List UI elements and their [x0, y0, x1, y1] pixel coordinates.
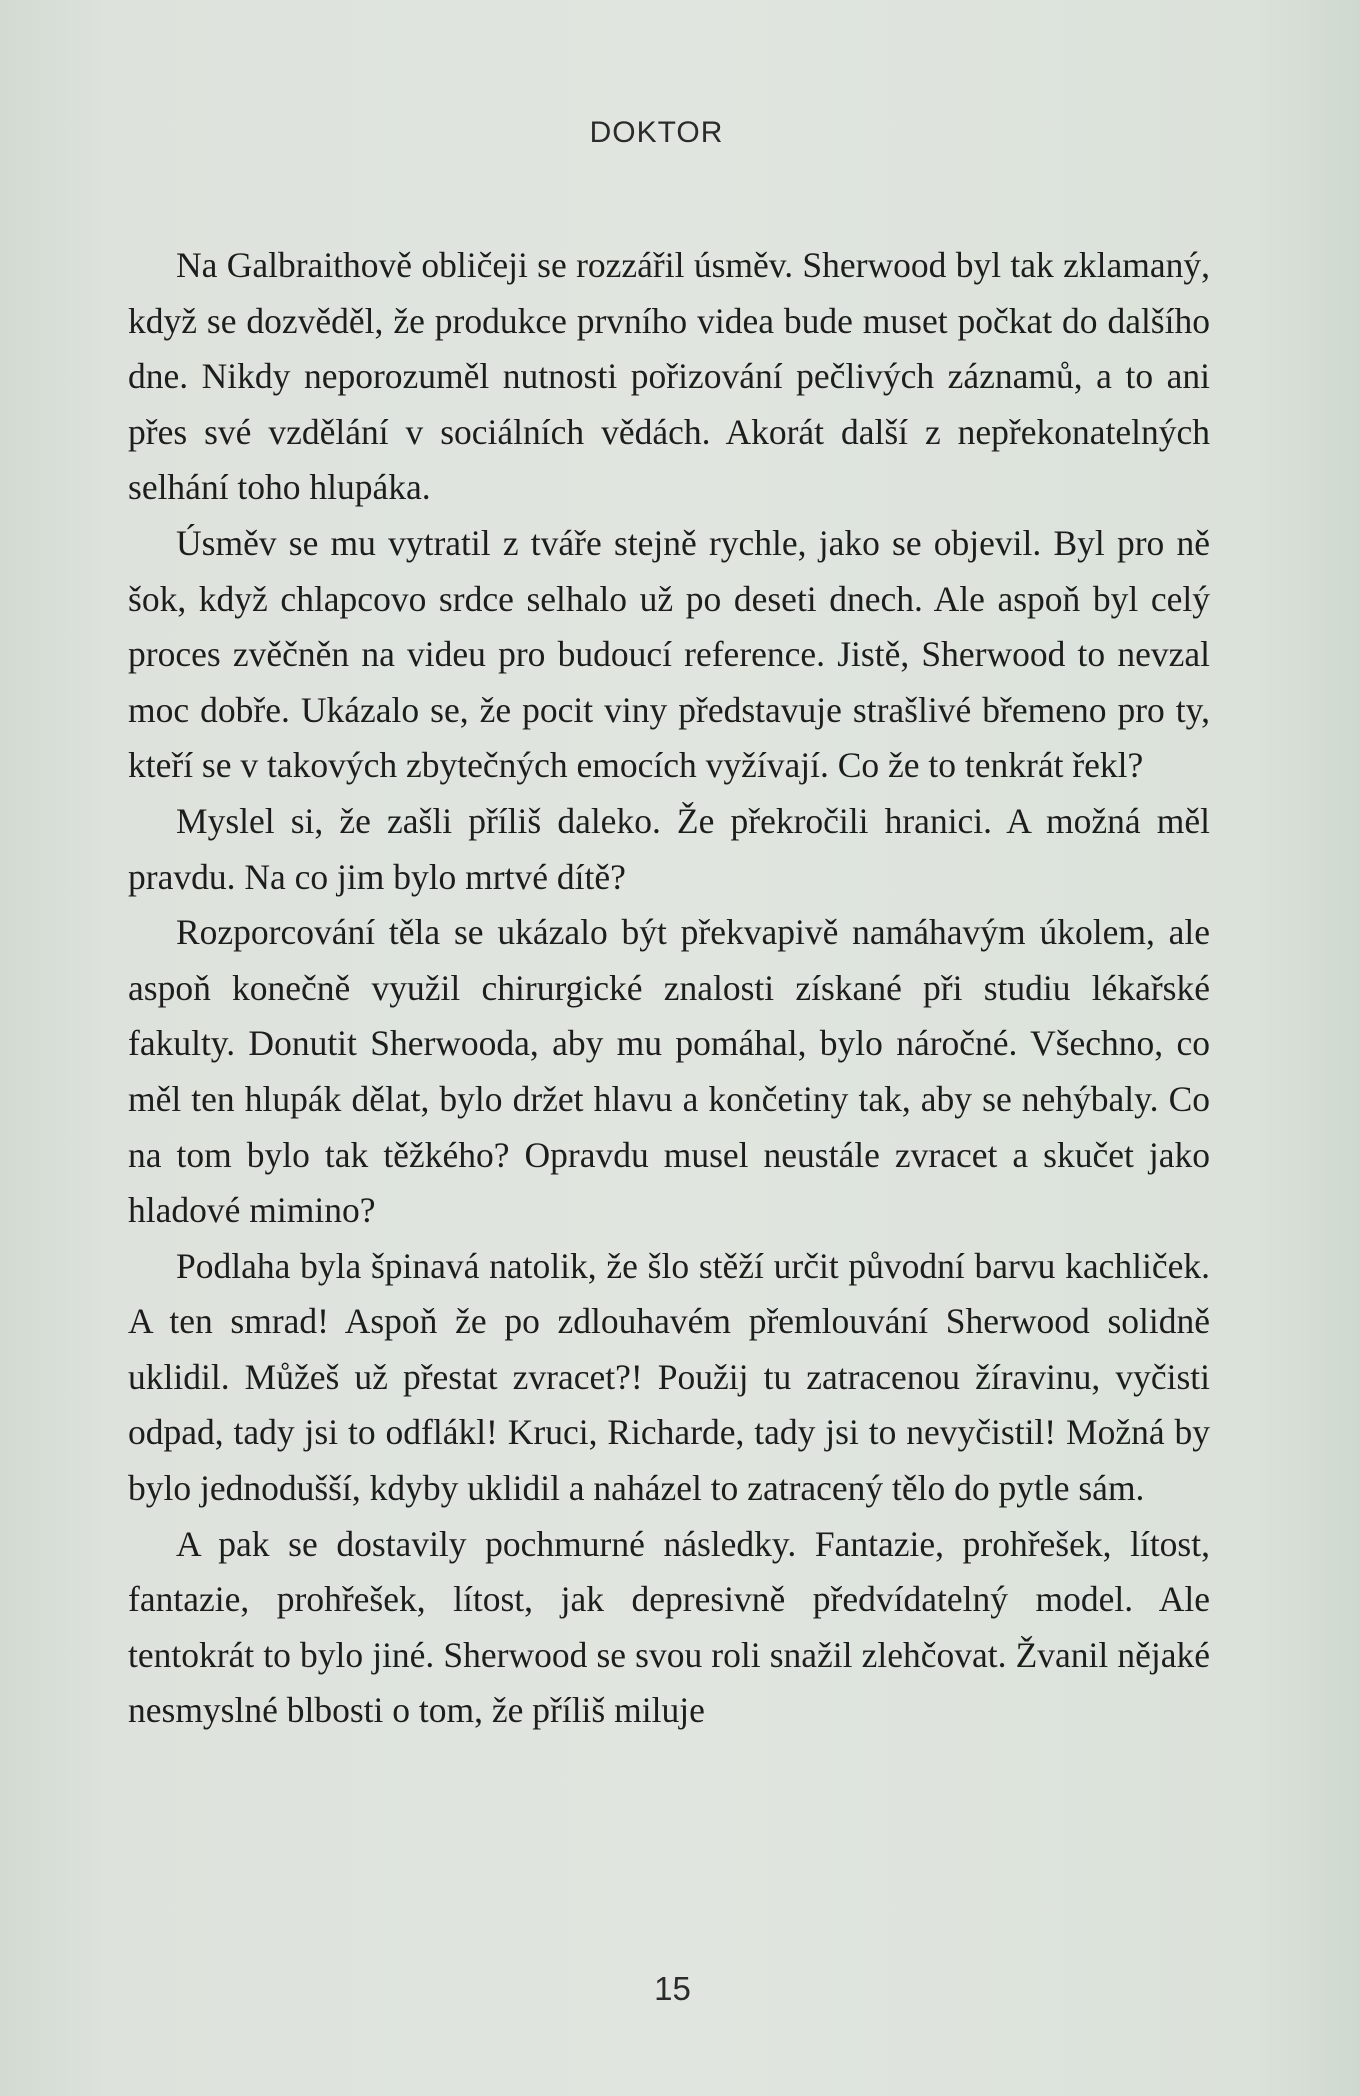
- page-number: 15: [654, 1970, 691, 2007]
- paragraph: Úsměv se mu vytratil z tváře stejně rychle, jako se objevil. Byl pro ně šok, když chlapcovo srdce selhalo už po deseti dnech. Ale aspoň byl celý proces zvěčněn na videu pro budoucí reference. Jistě, Sherwood to nevzal moc dobře. Ukázalo se, že pocit viny představuje strašlivé břemeno pro ty, kteří se v takových zbytečných emocích vyžívají. Co že to tenkrát řekl?: [128, 522, 1210, 786]
- paragraph: A pak se dostavily pochmurné následky. Fantazie, prohřešek, lítost, fantazie, prohřešek, lítost, jak depresivně předvídatelný model. Ale tentokrát to bylo jiné. Sherwood se svou roli snažil zlehčovat. Žvanil nějaké nesmyslné blbosti o tom, že příliš miluje: [128, 1523, 1210, 1731]
- paragraph: Rozporcování těla se ukázalo být překvapivě namáhavým úkolem, ale aspoň konečně využil chirurgické znalosti získané při studiu lékařské fakulty. Donutit Sherwooda, aby mu pomáhal, bylo náročné. Všechno, co měl ten hlupák dělat, bylo držet hlavu a končetiny tak, aby se nehýbaly. Co na tom bylo tak těžkého? Opravdu musel neustále zvracet a skučet jako hladové mimino?: [128, 912, 1210, 1231]
- paragraph: Na Galbraithově obličeji se rozzářil úsměv. Sherwood byl tak zklamaný, když se dozvěděl, že produkce prvního videa bude muset počkat do dalšího dne. Nikdy neporozuměl nutnosti pořizování pečlivých záznamů, a to ani přes své vzdělání v sociálních vědách. Akorát další z nepřekonatelných selhání toho hlupáka.: [128, 245, 1210, 508]
- running-head: DOKTOR: [589, 116, 724, 149]
- paragraph: Podlaha byla špinavá natolik, že šlo stěží určit původní barvu kachliček. A ten smrad! Aspoň že po zdlouhavém přemlouvání Sherwood solidně uklidil. Můžeš už přestat zvracet?! Použij tu zatracenou žíravinu, vyčisti odpad, tady jsi to odflákl! Kruci, Richarde, tady jsi to nevyčistil! Možná by bylo jednodušší, kdyby uklidil a naházel to zatracený tělo do pytle sám.: [128, 1245, 1210, 1509]
- paragraph: Myslel si, že zašli příliš daleko. Že překročili hranici. A možná měl pravdu. Na co jim bylo mrtvé dítě?: [128, 800, 1210, 897]
- body-text: [128, 238, 1210, 1739]
